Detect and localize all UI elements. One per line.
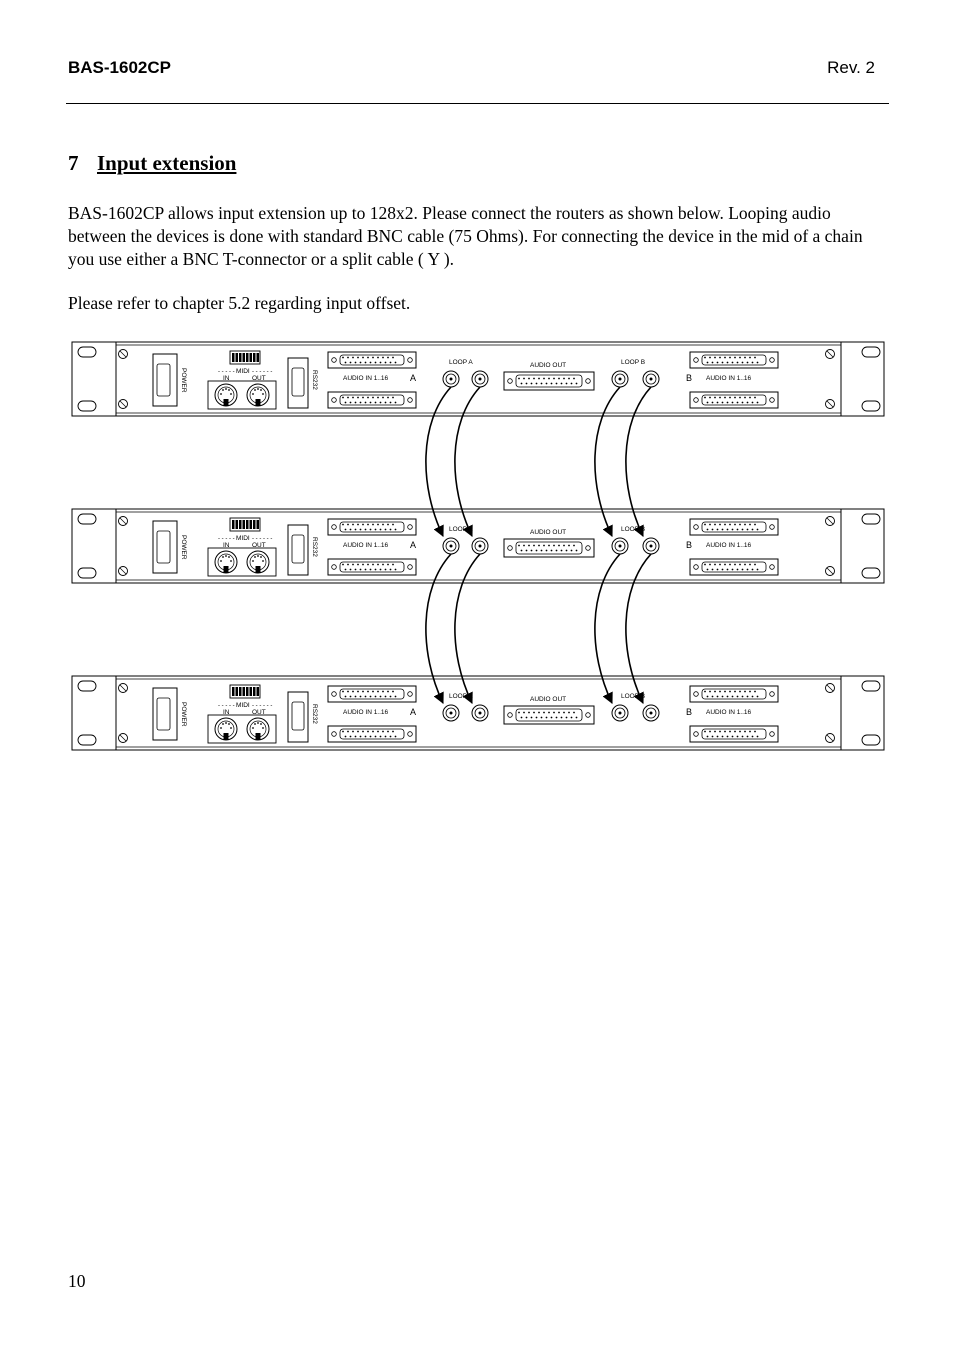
bank-a-label: A — [410, 373, 417, 383]
loop-a-bnc-1 — [443, 371, 459, 387]
midi-label: MIDI — [236, 535, 250, 542]
svg-text:- - - - - -: - - - - - - — [252, 536, 273, 542]
midi-in-label: IN — [223, 375, 230, 382]
bank-a-label: A — [410, 540, 417, 550]
midi-label: MIDI — [236, 702, 250, 709]
mount-slot — [862, 347, 880, 357]
rs232-connector — [288, 692, 308, 742]
midi-label: MIDI — [236, 368, 250, 375]
audio-in-b-lower — [690, 392, 778, 408]
mount-slot — [862, 514, 880, 524]
audio-out-label: AUDIO OUT — [530, 696, 567, 703]
bnc-cable-2-2 — [455, 554, 480, 703]
audio-in-a-label: AUDIO IN 1..16 — [343, 375, 389, 382]
paragraph-intro: BAS-1602CP allows input extension up to 128x2. Please connect the routers as shown below. Looping audio between the devices is done with standard BNC cable (75 Ohms). For connecting the device in the mid of a chain you use either a BNC T-connector or a split cable ( Y ). — [68, 203, 863, 269]
rack-unit-3 — [72, 676, 884, 750]
audio-in-b-upper — [690, 352, 778, 368]
audio-in-a-lower — [328, 726, 416, 742]
mount-slot — [78, 514, 96, 524]
rack-unit-2 — [72, 509, 884, 583]
svg-text:- - - - -: - - - - - — [218, 703, 235, 709]
audio-in-b-lower — [690, 559, 778, 575]
midi-in-connector — [215, 384, 237, 406]
audio-out-connector — [504, 706, 594, 724]
header-product-name: BAS-1602CP — [68, 58, 171, 77]
section-number: 7 — [68, 151, 79, 175]
midi-out-connector — [247, 551, 269, 573]
loop-b-bnc-1 — [612, 705, 628, 721]
mount-slot — [862, 735, 880, 745]
mount-slot — [862, 568, 880, 578]
loop-b-bnc-2 — [643, 538, 659, 554]
midi-out-connector — [247, 718, 269, 740]
midi-out-label: OUT — [252, 542, 266, 549]
power-label: POWER — [180, 535, 187, 560]
audio-out-label: AUDIO OUT — [530, 529, 567, 536]
audio-in-a-lower — [328, 559, 416, 575]
audio-in-a-upper — [328, 519, 416, 535]
midi-in-connector — [215, 551, 237, 573]
loop-a-bnc-2 — [472, 705, 488, 721]
audio-in-a-lower — [328, 392, 416, 408]
svg-text:- - - - - -: - - - - - - — [252, 703, 273, 709]
loop-b-label: LOOP B — [621, 526, 646, 533]
bank-a-label: A — [410, 707, 417, 717]
loop-b-bnc-1 — [612, 371, 628, 387]
loop-b-bnc-2 — [643, 705, 659, 721]
audio-in-b-label: AUDIO IN 1..16 — [706, 709, 752, 716]
audio-out-connector — [504, 372, 594, 390]
bnc-cable-1-3 — [595, 387, 620, 536]
loop-a-label: LOOP A — [449, 693, 473, 700]
rack-connection-diagram — [0, 335, 954, 755]
audio-in-a-upper — [328, 352, 416, 368]
paragraph-reference: Please refer to chapter 5.2 regarding input offset. — [68, 293, 411, 313]
audio-in-b-label: AUDIO IN 1..16 — [706, 542, 752, 549]
audio-in-a-upper — [328, 686, 416, 702]
bnc-cable-1-2 — [455, 387, 480, 536]
section-title: Input extension — [97, 151, 237, 175]
mount-slot — [862, 681, 880, 691]
section-heading — [68, 151, 236, 176]
midi-out-connector — [247, 384, 269, 406]
bnc-cable-2-3 — [595, 554, 620, 703]
rs232-connector — [288, 525, 308, 575]
svg-text:- - - - -: - - - - - — [218, 369, 235, 375]
loop-b-bnc-2 — [643, 371, 659, 387]
loop-a-label: LOOP A — [449, 526, 473, 533]
bnc-cable-1-1 — [426, 387, 451, 536]
page-number: 10 — [68, 1271, 86, 1291]
midi-in-label: IN — [223, 542, 230, 549]
audio-in-a-label: AUDIO IN 1..16 — [343, 542, 389, 549]
loop-a-bnc-1 — [443, 705, 459, 721]
bank-b-label: B — [686, 373, 693, 383]
audio-out-label: AUDIO OUT — [530, 362, 567, 369]
mount-slot — [78, 681, 96, 691]
power-label: POWER — [180, 368, 187, 393]
rs232-connector — [288, 358, 308, 408]
rack-unit-1 — [72, 342, 884, 416]
mount-slot — [78, 347, 96, 357]
loop-a-bnc-2 — [472, 538, 488, 554]
midi-out-label: OUT — [252, 709, 266, 716]
audio-in-b-upper — [690, 519, 778, 535]
audio-in-a-label: AUDIO IN 1..16 — [343, 709, 389, 716]
bnc-cable-2-1 — [426, 554, 451, 703]
loop-a-bnc-2 — [472, 371, 488, 387]
mount-slot — [862, 401, 880, 411]
audio-out-connector — [504, 539, 594, 557]
svg-text:- - - - -: - - - - - — [218, 536, 235, 542]
midi-in-connector — [215, 718, 237, 740]
rs232-label: RS232 — [311, 537, 318, 557]
bnc-cable-2-4 — [626, 554, 651, 703]
loop-a-label: LOOP A — [449, 359, 473, 366]
audio-in-b-lower — [690, 726, 778, 742]
bank-b-label: B — [686, 707, 693, 717]
midi-out-label: OUT — [252, 375, 266, 382]
svg-text:- - - - - -: - - - - - - — [252, 369, 273, 375]
rs232-label: RS232 — [311, 370, 318, 390]
loop-b-label: LOOP B — [621, 693, 646, 700]
rs232-label: RS232 — [311, 704, 318, 724]
mount-slot — [78, 401, 96, 411]
loop-b-bnc-1 — [612, 538, 628, 554]
header-rule — [66, 103, 889, 104]
header-revision: Rev. 2 — [827, 58, 875, 77]
loop-a-bnc-1 — [443, 538, 459, 554]
bnc-cable-1-4 — [626, 387, 651, 536]
audio-in-b-upper — [690, 686, 778, 702]
mount-slot — [78, 735, 96, 745]
midi-in-label: IN — [223, 709, 230, 716]
bank-b-label: B — [686, 540, 693, 550]
mount-slot — [78, 568, 96, 578]
loop-b-label: LOOP B — [621, 359, 646, 366]
power-label: POWER — [180, 702, 187, 727]
audio-in-b-label: AUDIO IN 1..16 — [706, 375, 752, 382]
